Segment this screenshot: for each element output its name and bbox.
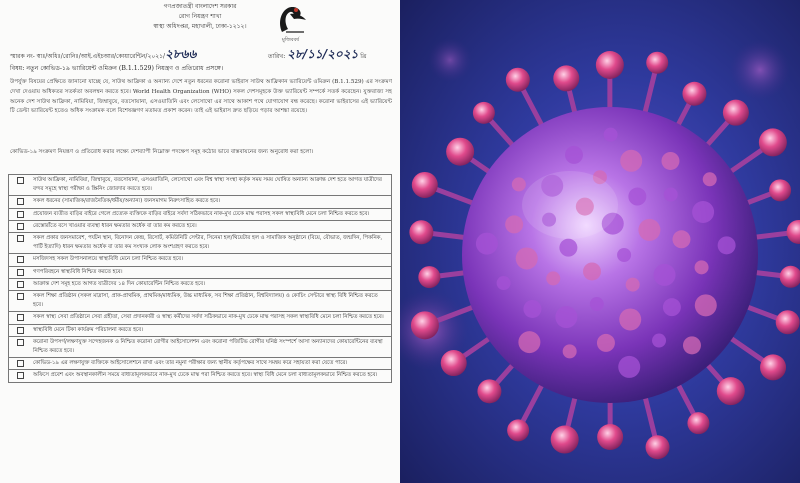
surface-knob	[628, 188, 646, 206]
checkbox-icon	[17, 235, 24, 242]
spike-head	[760, 354, 786, 380]
mujib-borsho-logo-icon	[268, 2, 316, 36]
surface-knob	[703, 172, 717, 186]
directive-table	[8, 174, 392, 383]
logo-caption: মুজিববর্ষ	[282, 37, 300, 43]
surface-knob	[718, 236, 736, 254]
row-text: আক্রান্ত দেশ সমূহ হতে আগত যাত্রীদের ১৪ দিন কোয়ারেন্টিন নিশ্চিত করতে হবে।	[33, 280, 206, 287]
spike-head	[409, 220, 433, 244]
spike-head	[507, 419, 529, 441]
row-text: করোনা উপসর্গ/লক্ষণযুক্ত সন্দেহজনক ও নিশ্চিত করোনা রোগীর আইসোলেশন এবং করোনা পজিটিভ রোগীর ঘনিষ্ঠ সংস্পর্শে আসা অন্যান্যদের কোয়ারেন্টিনের ব্যবস্থা নিশ্চিত করতে হবে।	[33, 338, 383, 355]
spike-head	[477, 379, 501, 403]
spike-head	[776, 310, 800, 334]
checkbox-icon	[17, 314, 24, 321]
surface-knob	[664, 188, 678, 202]
surface-knob	[505, 215, 523, 233]
spike-head	[717, 377, 745, 405]
surface-knob	[497, 276, 511, 290]
row-text: অফিসে প্রবেশ এবং অবস্থানকালীন সময়ে বাধ্যতামূলকভাবে নাক-মুখ ঢেকে মাস্ক পরা নিশ্চিত করতে হবে। স্বাস্থ্য বিধি মেনে চলা বাধ্যতামূলকভাবে নিশ্চিত করতে হবে।	[33, 372, 378, 379]
table-row	[8, 312, 392, 324]
date-label: তারিখ:	[268, 53, 286, 60]
surface-knob	[695, 260, 709, 274]
checkbox-icon	[17, 339, 24, 346]
checkbox-icon	[17, 223, 24, 230]
body-highlight	[522, 171, 618, 239]
checkbox-icon	[17, 177, 24, 184]
date-handwritten: ২৮/১১/২০২১	[287, 47, 359, 61]
blurred-virus-particle	[428, 38, 472, 82]
surface-knob	[618, 356, 640, 378]
spike-head	[473, 102, 495, 124]
surface-knob	[692, 201, 714, 223]
surface-knob	[661, 152, 679, 170]
order-intro: কোভিড-১৯ সংক্রমণ নিয়ন্ত্রণ ও প্রতিরোধ করার লক্ষ্যে দেশব্যাপী নিম্নোক্ত পদক্ষেপ সমূহ কঠোর ভাবে বাস্তবায়নের জন্য অনুরোধ করা হলো।	[10, 149, 314, 155]
checkbox-icon	[17, 198, 24, 205]
row-text: সকল শিক্ষা প্রতিষ্ঠান (সকল মাদ্রাসা, প্রাক-প্রাথমিক, প্রাথমিক/মাধ্যমিক, উচ্চ মাধ্যমিক, সব শিক্ষা প্রতিষ্ঠান, বিশ্ববিদ্যালয়) ও কোচিং সেন্টারে স্বাস্থ্য বিধি নিশ্চিত করতে হবে।	[33, 293, 378, 309]
checkbox-icon	[17, 281, 24, 288]
header-branch: রোগ নিয়ন্ত্রণ শাখা	[178, 13, 222, 20]
spike-head	[597, 424, 623, 450]
row-text: কোভিড-১৯ এর লক্ষণযুক্ত ব্যক্তিকে আইসোলেশনে রাখা এবং তার নমুনা পরীক্ষার জন্য স্থানীয় কর্তৃপক্ষের সাথে সমন্বয় করে সহায়তা করা যেতে পারে।	[33, 360, 348, 367]
table-row	[8, 233, 392, 254]
virus-body	[462, 107, 758, 403]
table-row	[8, 337, 392, 358]
header-government: গণপ্রজাতন্ত্রী বাংলাদেশ সরকার	[163, 3, 237, 10]
table-row	[8, 370, 392, 382]
spike-head	[446, 138, 474, 166]
spike-head	[682, 82, 706, 106]
surface-knob	[559, 239, 577, 257]
checkbox-icon	[17, 327, 24, 334]
surface-knob	[518, 331, 540, 353]
memo-ref-text: স্মারক নং- স্বাঃ/অধিঃ/রোনিঃ/আই.এইচআর/কোয়ারেন্টিন/২০২১/	[10, 53, 166, 60]
surface-knob	[620, 150, 642, 172]
surface-knob	[683, 336, 701, 354]
table-row	[8, 267, 392, 279]
checkbox-icon	[17, 256, 24, 263]
table-row	[8, 196, 392, 208]
spike-head	[418, 266, 440, 288]
spike-head	[551, 426, 579, 454]
spike-head	[769, 179, 791, 201]
row-text: গণপরিবহনে স্বাস্থ্যবিধি নিশ্চিত করতে হবে।	[33, 268, 123, 275]
surface-knob	[604, 128, 618, 142]
surface-knob	[654, 264, 676, 286]
surface-knob	[476, 233, 498, 255]
surface-knob	[626, 278, 640, 292]
surface-knob	[583, 262, 601, 280]
surface-knob	[563, 344, 577, 358]
spike-head	[412, 172, 438, 198]
checkbox-icon	[17, 211, 24, 218]
surface-knob	[546, 271, 560, 285]
surface-knob	[695, 294, 717, 316]
surface-knob	[516, 247, 538, 269]
surface-knob	[663, 298, 681, 316]
surface-knob	[638, 219, 660, 241]
row-text: সাউথ আফ্রিকা, নামিবিয়া, জিম্বাবুয়ে, বতসোয়ানা, এসওয়াতিনি, লেসোথো এবং বিশ্ব স্বাস্থ্য সংস্থা কর্তৃক সময় সময় ঘোষিত অন্যান্য আক্রান্ত দেশ হতে আগত যাত্রীদের বন্দর সমূহে স্বাস্থ্য পরীক্ষা ও স্ক্রিনিং জোরদার করতে হবে।	[33, 177, 382, 193]
surface-knob	[555, 306, 577, 328]
date-suffix: খ্রি	[360, 53, 367, 60]
table-row	[8, 209, 392, 221]
spike-head	[596, 51, 624, 79]
spike-head	[506, 68, 530, 92]
surface-knob	[590, 297, 604, 311]
surface-knob	[523, 300, 541, 318]
table-row	[8, 279, 392, 291]
table-row	[8, 291, 392, 312]
spike-head	[646, 435, 670, 459]
surface-knob	[619, 308, 641, 330]
table-row	[8, 325, 392, 337]
surface-knob	[512, 177, 526, 191]
memo-number-handwritten: ২৮৬৬	[165, 47, 197, 61]
blurred-virus-particle	[730, 40, 790, 100]
row-text: মসজিদসহ সকল উপাসনালয়ে স্বাস্থ্যবিধি মেনে চলা নিশ্চিত করতে হবে।	[33, 256, 183, 263]
spike-head	[411, 311, 439, 339]
coronavirus-illustration	[400, 0, 800, 483]
surface-knob	[652, 334, 666, 348]
subject-line: বিষয়: নতুন কোভিড-১৯ ভ্যারিয়েন্ট ওমিক্রন (B.1.1.529) নিয়ন্ত্রণ ও প্রতিরোধ প্রসঙ্গে।	[10, 65, 224, 72]
intro-paragraph: উপর্যুক্ত বিষয়ের প্রেক্ষিতে জানানো যাচ্ছে যে, সাউথ আফ্রিকা ও অন্যান্য দেশে নতুন ধরনের করোনা ভাইরাস সাউথ আফ্রিকান ভ্যারিয়েন্ট ওমিক্রন (B.1.1.529) এর সংক্রমণ দেখা দেওয়ায় অধিকতর সতর্কতা অবলম্বন করতে হবে। World Health Organization (WHO) সকল দেশসমূহকে উক্ত ভ্যারিয়েন্ট সম্পর্কে সতর্ক করেছেন। যুক্তরাজ্য সহ অনেক দেশ সাউথ আফ্রিকা, নামিবিয়া, জিম্বাবুয়ে, বতসোয়ানা, এসওয়াতিনি এবং লেসোথো এর সাথে আকাশ পথে যোগাযোগ বন্ধ করেছে। করোনা ভাইরাসের এই ভ্যারিয়েন্ট টি ডেল্টা ভ্যারিয়েন্ট হতেও অধিক সংক্রামক বলে বিশেষজ্ঞগণ মতামত প্রকাশ করেন। তাই এই ভাইরাস দ্রুত ছড়িয়ে পড়ার আশঙ্কা রয়েছে।	[10, 79, 392, 115]
surface-knob	[672, 230, 690, 248]
header-address: স্বাস্থ্য অধিদপ্তর, মহাখালী, ঢাকা-১২১২।	[153, 23, 247, 30]
spike-head	[441, 350, 467, 376]
spike-head	[553, 65, 579, 91]
spike-head	[723, 100, 749, 126]
table-row	[8, 358, 392, 370]
checkbox-icon	[17, 269, 24, 276]
spike-head	[646, 52, 668, 74]
row-text: রেস্তোরাঁতে বসে খাওয়ার ব্যবস্থা ধারন ক্ষমতার অর্ধেক বা তার কম করতে হবে।	[33, 222, 197, 229]
table-row	[8, 175, 392, 196]
row-text: সকল প্রকার জনসমাবেশ, পর্যটন স্থান, বিনোদন কেন্দ্র, রিসোর্ট, কমিউনিটি সেন্টার, সিনেমা হল/থিয়েটার হল ও সামাজিক অনুষ্ঠানে (বিয়ে, বৌভাত, জন্মদিন, পিকনিক, পার্টি ইত্যাদি) ধারন ক্ষমতার অর্ধেক বা তার কম সংখ্যক লোক অংশগ্রহণ করতে হবে।	[33, 235, 383, 251]
spike-head	[759, 128, 787, 156]
table-row	[8, 221, 392, 233]
row-text: সকল ধরনের (সামাজিক/রাজনৈতিক/ধর্মীয়/অন্যান্য) জনসমাগম নিরুৎসাহিত করতে হবে।	[33, 198, 221, 205]
checkbox-icon	[17, 360, 24, 367]
surface-knob	[617, 248, 631, 262]
checkbox-icon	[17, 372, 24, 379]
table-row	[8, 254, 392, 266]
surface-knob	[565, 146, 583, 164]
row-text: স্বাস্থ্যবিধি মেনে টিকা কার্যক্রম পরিচালনা করতে হবে।	[33, 326, 143, 333]
surface-knob	[597, 334, 615, 352]
row-text: সকল স্বাস্থ্য সেবা প্রতিষ্ঠানে সেবা গ্রহীতা, সেবা প্রদানকারী ও স্বাস্থ্য কর্মীদের সর্বদা সঠিকভাবে নাক-মুখ ঢেকে মাস্ক পরাসহ সকল স্বাস্থ্যবিধি মেনে চলা নিশ্চিত করতে হবে।	[33, 314, 384, 321]
row-text: প্রয়োজন ব্যতীত বাড়ির বাইরে গেলে প্রত্যেক ব্যক্তিকে বাড়ির বাইরে সর্বদা সঠিকভাবে নাক-মুখ ঢেকে মাস্ক পরাসহ সকল স্বাস্থ্যবিধি মেনে চলা নিশ্চিত করতে হবে।	[33, 210, 370, 217]
checkbox-icon	[17, 293, 24, 300]
spike-head	[687, 412, 709, 434]
